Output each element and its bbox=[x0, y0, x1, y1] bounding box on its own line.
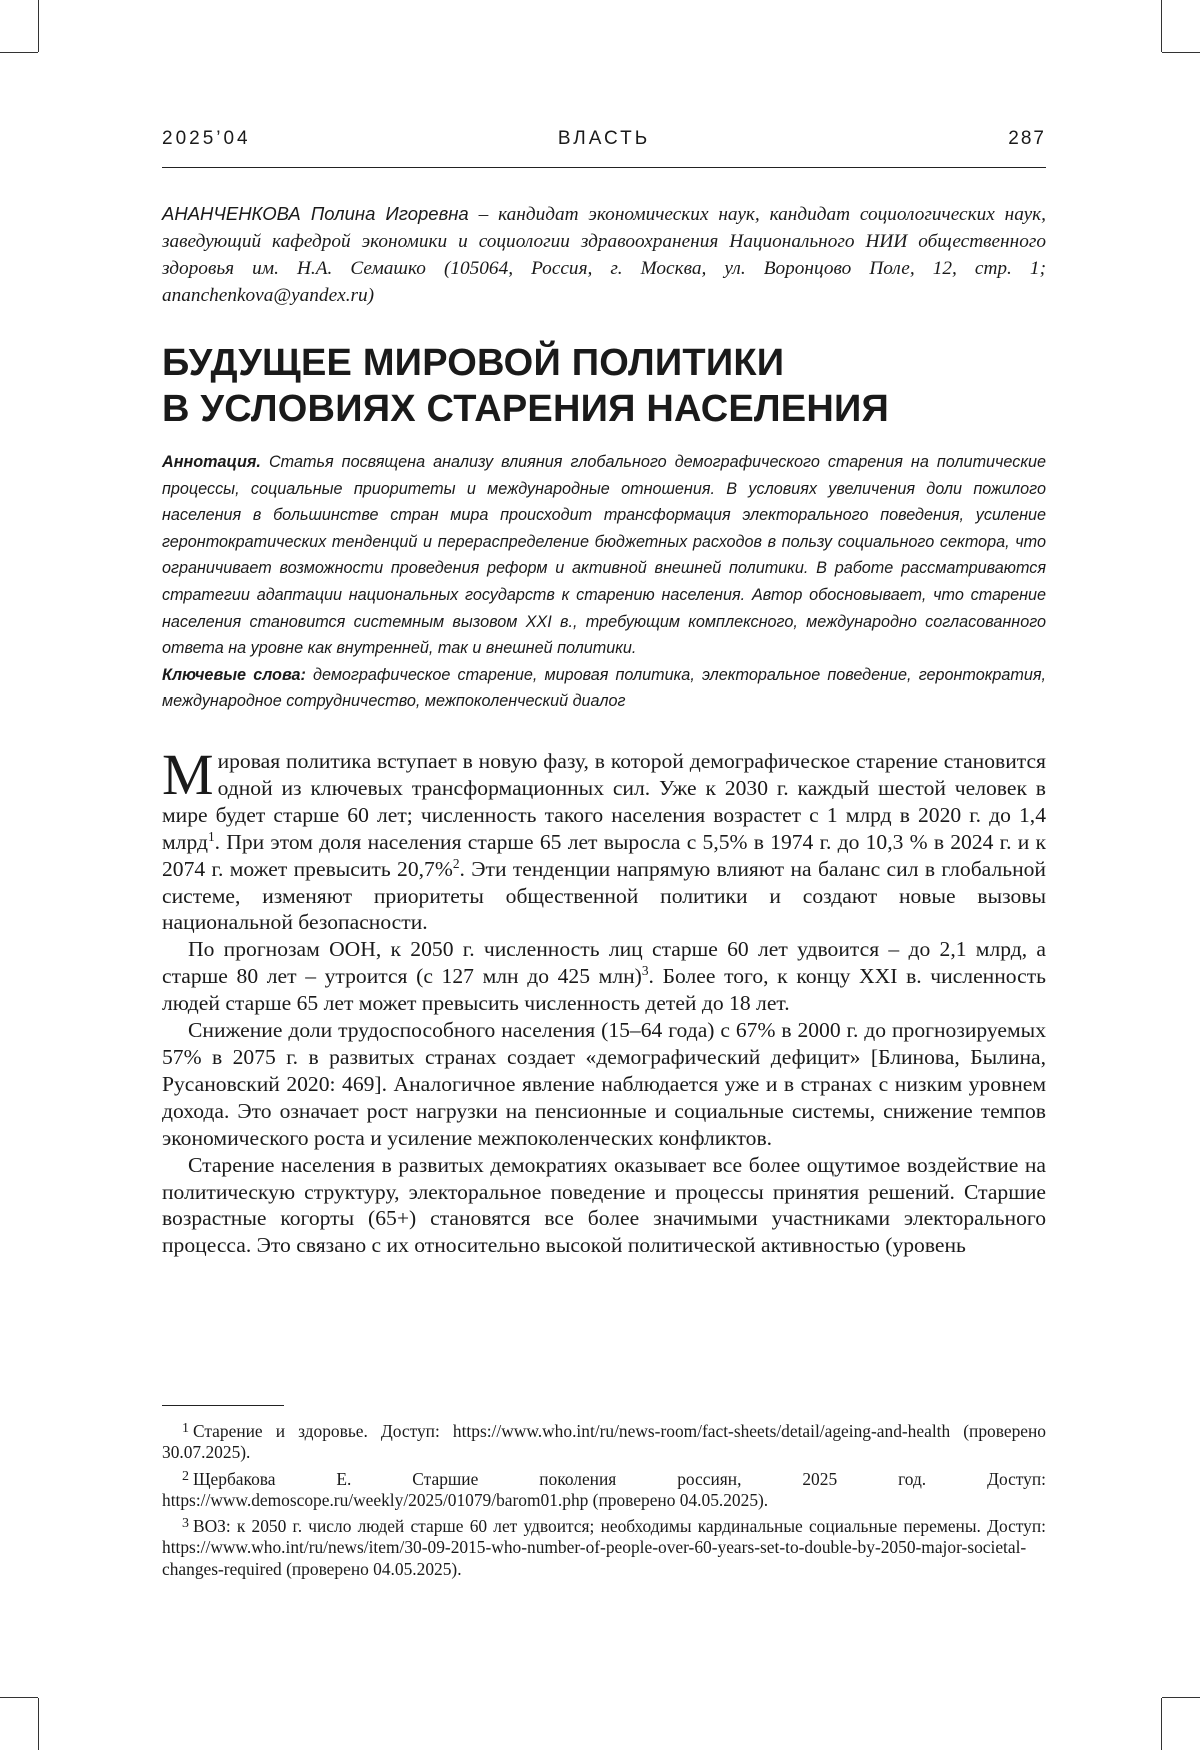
footnote bbox=[162, 1513, 1046, 1580]
crop-mark bbox=[1162, 52, 1200, 53]
abstract bbox=[162, 449, 1046, 715]
journal-name: ВЛАСТЬ bbox=[557, 128, 651, 149]
footnote-rule bbox=[162, 1405, 284, 1406]
abstract-label: Аннотация. bbox=[162, 453, 261, 471]
article-title-line: В УСЛОВИЯХ СТАРЕНИЯ НАСЕЛЕНИЯ bbox=[162, 388, 890, 430]
header-rule bbox=[162, 167, 1046, 168]
footnote-ref[interactable]: 1 bbox=[207, 828, 215, 844]
abstract-text: Статья посвящена анализу влияния глобального демографического старения на политические процессы, социальные приоритеты и международные отношения. В условиях увеличения доли пожилого населения в большинстве стран мира происходит трансформация электорального поведения, усиление геронтократических тенденций и перераспределение бюджетных расходов в пользу социального сектора, что ограничивает возможности проведения реформ и активной внешней политики. В работе рассматриваются стратегии адаптации национальных государств к старению населения. Автор обосновывает, что старение населения становится системным вызовом XXI в., требующим комплексного, международно согласованного ответа на уровне как внутренней, так и внешней политики. bbox=[162, 453, 1046, 658]
footnote-ref[interactable]: 3 bbox=[641, 963, 649, 979]
footnote bbox=[162, 1418, 1046, 1464]
footnotes bbox=[162, 1418, 1046, 1582]
paragraph: Снижение доли трудоспособного населения (15–64 года) с 67% в 2000 г. до прогнозируемых 57% в 2075 г. в развитых странах создает «демографический дефицит» [Блинова, Былина, Русановский 2020: 469]. Аналогичное явление наблюдается уже и в странах с низким уровнем дохода. Это означает рост нагрузки на пенсионные и социальные системы, снижение темпов экономического роста и усиление межпоколенческих конфликтов. bbox=[162, 1018, 1046, 1150]
running-head bbox=[162, 128, 1046, 154]
issue-number: 2025’04 bbox=[162, 128, 251, 149]
paragraph-text: ировая политика вступает в новую фазу, в которой демографическое старение становится одной из ключевых трансформационных сил. Уже к 2030 г. каждый шестой человек в мире будет старше 60 лет; численность такого населения возрастет с 1 млрд в 2020 г. до 1,4 млрд bbox=[162, 749, 1046, 854]
footnote-text: Старение и здоровье. Доступ: https://www.who.int/ru/news-room/fact-sheets/detail/ageing-and-health (проверено 30.07.2025). bbox=[162, 1421, 1046, 1463]
crop-mark bbox=[38, 1698, 39, 1750]
paragraph bbox=[162, 742, 1046, 936]
footnote-text: ВОЗ: к 2050 г. число людей старше 60 лет удвоится; необходимы кардинальные социальные перемены. Доступ: https://www.who.int/ru/news/item/30-09-2015-who-number-of-people-over-60-years-set-to-double-by-2050-major-societal-changes-required (проверено 04.05.2025). bbox=[162, 1516, 1046, 1579]
footnote-number: 3 bbox=[182, 1516, 189, 1532]
author-info bbox=[162, 200, 1046, 309]
crop-mark bbox=[0, 1697, 38, 1698]
article-title-line: БУДУЩЕЕ МИРОВОЙ ПОЛИТИКИ bbox=[162, 342, 785, 384]
keywords-paragraph bbox=[162, 662, 1046, 715]
crop-mark bbox=[1161, 0, 1162, 52]
paragraph-text: . Более того, к концу XXI в. численность людей старше 65 лет может превысить численность детей до 18 лет. bbox=[162, 964, 1046, 1016]
paragraph-text: . Эти тенденции напрямую влияют на баланс сил в глобальной системе, изменяют приоритеты общественной политики и создают новые вызовы национальной безопасности. bbox=[162, 856, 1046, 935]
footnote-text: Щербакова Е. Старшие поколения россиян, 2025 год. Доступ: https://www.demoscope.ru/weekly/2025/01079/barom01.php (проверено 04.05.2025). bbox=[162, 1468, 1046, 1510]
paragraph: Старение населения в развитых демократиях оказывает все более ощутимое воздействие на политическую структуру, электоральное поведение и процессы принятия решений. Старшие возрастные когорты (65+) становятся все более значимыми участниками электорального процесса. Это связано с их относительно высокой политической активностью (уровень bbox=[162, 1152, 1046, 1258]
page-number: 287 bbox=[1008, 128, 1046, 149]
keywords-label: Ключевые слова: bbox=[162, 665, 306, 684]
crop-mark bbox=[1162, 1697, 1200, 1698]
footnote-number: 2 bbox=[182, 1468, 189, 1484]
article-title bbox=[162, 340, 1046, 432]
crop-mark bbox=[1161, 1698, 1162, 1750]
crop-mark bbox=[38, 0, 39, 52]
author-affiliation: – кандидат экономических наук, кандидат социологических наук, заведующий кафедрой экономики и социологии здравоохранения Национального НИИ общественного здоровья им. Н.А. Семашко (105064, Россия, г. Москва, ул. Воронцово Поле, 12, стр. 1; ananchenkova@yandex.ru) bbox=[162, 204, 1046, 306]
keywords-text: демографическое старение, мировая политика, электоральное поведение, геронтократия, международное сотрудничество, межпоколенческий диалог bbox=[162, 665, 1046, 711]
author-name: АНАНЧЕНКОВА Полина Игоревна bbox=[162, 203, 469, 224]
paragraph-text: . При этом доля населения старше 65 лет выросла с 5,5% в 1974 г. до 10,3 % в 2024 г. и к 2074 г. может превысить 20,7% bbox=[162, 829, 1046, 881]
drop-cap: М bbox=[162, 742, 214, 807]
footnote bbox=[162, 1466, 1046, 1512]
crop-mark bbox=[0, 52, 38, 53]
paragraph bbox=[162, 936, 1046, 1017]
footnote-number: 1 bbox=[182, 1421, 189, 1436]
paragraph-text: По прогнозам ООН, к 2050 г. численность лиц старше 60 лет удвоится – до 2,1 млрд, а старше 80 лет – утроится (с 127 млн до 425 млн) bbox=[162, 937, 1046, 989]
abstract-paragraph bbox=[162, 449, 1046, 662]
footnote-ref[interactable]: 2 bbox=[452, 855, 460, 871]
article-body bbox=[162, 742, 1046, 1259]
